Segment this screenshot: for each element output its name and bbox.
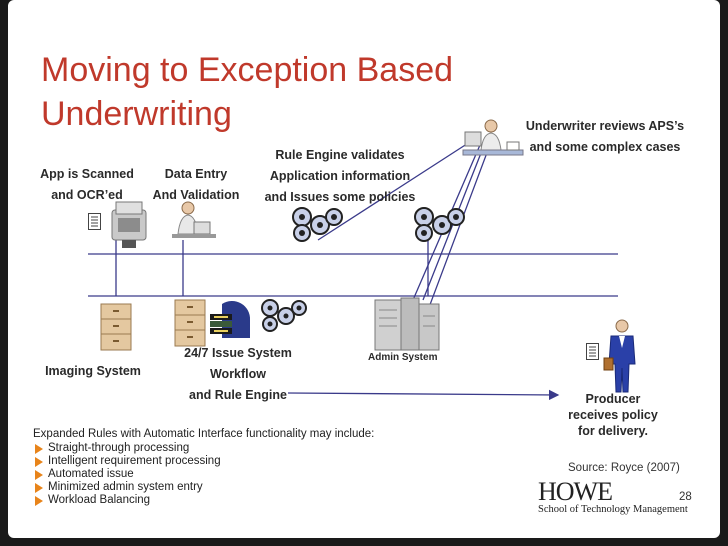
producer-icon	[602, 318, 642, 394]
data-entry-clerk-icon	[168, 200, 218, 244]
expanded-rules-note: Expanded Rules with Automatic Interface functionality may include:	[33, 428, 375, 440]
books-icon	[208, 302, 252, 340]
slide-title: Moving to Exception Based Underwriting	[41, 51, 454, 133]
list-item: Straight-through processing	[35, 442, 221, 455]
rule-engine-gears-icon	[258, 298, 308, 334]
source-citation: Source: Royce (2007)	[568, 462, 680, 474]
list-item: Workload Balancing	[35, 494, 221, 507]
file-cabinet-icon	[99, 302, 133, 352]
howe-logo: HOWE School of Technology Management	[538, 477, 688, 515]
producer-label: Producer receives policy for delivery.	[568, 392, 658, 438]
slide	[8, 0, 720, 538]
features-list	[35, 442, 221, 507]
file-cabinet-icon	[173, 298, 207, 348]
page-number: 28	[679, 491, 692, 503]
underwriter-icon	[463, 118, 525, 164]
document-icon	[88, 213, 102, 231]
rule-engine-gears-icon	[288, 205, 344, 245]
issue-system-label: 24/7 Issue System Workflow and Rule Engine	[184, 346, 292, 402]
list-item: Intelligent requirement processing	[35, 455, 221, 468]
bullet-arrow-icon	[35, 496, 43, 506]
list-item: Minimized admin system entry	[35, 481, 221, 494]
bullet-arrow-icon	[35, 444, 43, 454]
scan-label: App is Scanned and OCR’ed	[40, 167, 134, 202]
list-item: Automated issue	[35, 468, 221, 481]
imaging-system-label: Imaging System	[45, 364, 141, 378]
server-icon	[373, 296, 443, 352]
bullet-arrow-icon	[35, 470, 43, 480]
data-entry-label: Data Entry And Validation	[152, 167, 240, 202]
rule-engine-label: Rule Engine validates Application information and Issues some policies	[264, 148, 416, 204]
scanner-icon	[108, 200, 154, 250]
underwriter-label: Underwriter reviews APS’s and some complex cases	[525, 119, 685, 154]
document-icon	[586, 343, 600, 361]
admin-system-label: Admin System	[368, 352, 438, 363]
bullet-arrow-icon	[35, 457, 43, 467]
bullet-arrow-icon	[35, 483, 43, 493]
rule-engine-gears-icon	[410, 205, 466, 245]
